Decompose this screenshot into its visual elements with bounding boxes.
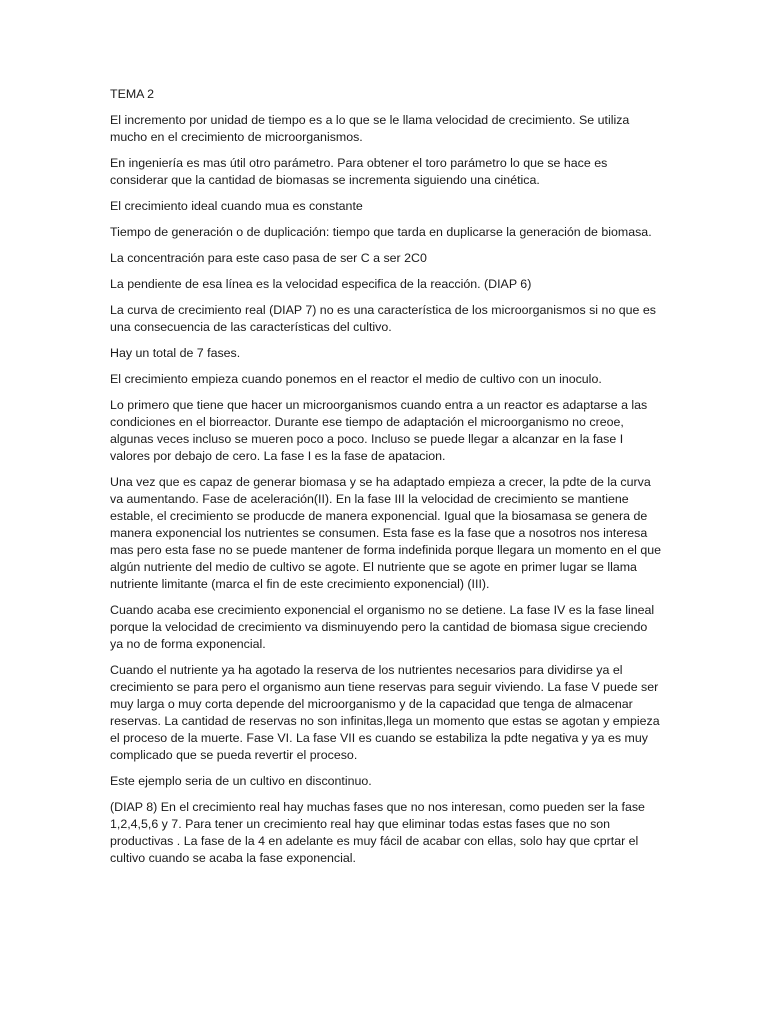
paragraph: El crecimiento ideal cuando mua es constante xyxy=(110,199,363,213)
paragraph: Cuando el nutriente ya ha agotado la reserva de los nutrientes necesarios para dividirse ya el crecimiento se para pero el organismo aun tiene reservas para seguir viviendo. La fase V puede ser muy larga o muy corta depende del microorganismo y de la capacidad que tenga de almacenar reservas. La cantidad de reservas no son infinitas,llega un momento que estas se agotan y empieza el proceso de la muerte. Fase VI. La fase VII es cuando se estabiliza la pdte negativa y ya es muy complicado que se pueda revertir el proceso. xyxy=(110,663,660,762)
document-title: TEMA 2 xyxy=(110,87,155,101)
paragraph: El incremento por unidad de tiempo es a lo que se le llama velocidad de crecimiento. Se utiliza mucho en el crecimiento de microorganismos. xyxy=(110,113,630,144)
paragraph: El crecimiento empieza cuando ponemos en el reactor el medio de cultivo con un inoculo. xyxy=(110,372,602,386)
paragraph: Tiempo de generación o de duplicación: tiempo que tarda en duplicarse la generación de biomasa. xyxy=(110,225,652,239)
paragraph: Una vez que es capaz de generar biomasa y se ha adaptado empieza a crecer, la pdte de la curva va aumentando. Fase de aceleración(II). En la fase III la velocidad de crecimiento se mantiene estable, el crecimiento se producde de manera exponencial. Igual que la biosamasa se genera de manera exponencial los nutrientes se consumen. Esta fase es la fase que a nosotros nos interesa mas pero esta fase no se puede mantener de forma indefinida porque llegara un momento en el que algún nutriente del medio de cultivo se agote. El nutriente que se agote en primer lugar se llama nutriente limitante (marca el fin de este crecimiento exponencial) (III). xyxy=(110,475,662,591)
paragraph: La concentración para este caso pasa de ser C a ser 2C0 xyxy=(110,251,427,265)
document-page xyxy=(110,86,662,876)
paragraph: Este ejemplo seria de un cultivo en discontinuo. xyxy=(110,774,372,788)
paragraph: La curva de crecimiento real (DIAP 7) no es una característica de los microorganismos si no que es una consecuencia de las características del cultivo. xyxy=(110,303,656,334)
paragraph: En ingeniería es mas útil otro parámetro. Para obtener el toro parámetro lo que se hace es considerar que la cantidad de biomasas se incrementa siguiendo una cinética. xyxy=(110,156,608,187)
paragraph: (DIAP 8) En el crecimiento real hay muchas fases que no nos interesan, como pueden ser la fase 1,2,4,5,6 y 7. Para tener un crecimiento real hay que eliminar todas estas fases que no son productivas . La fase de la 4 en adelante es muy fácil de acabar con ellas, solo hay que cprtar el cultivo cuando se acaba la fase exponencial. xyxy=(110,800,645,865)
paragraph: Lo primero que tiene que hacer un microorganismos cuando entra a un reactor es adaptarse a las condiciones en el biorreactor. Durante ese tiempo de adaptación el microorganismo no creoe, algunas veces incluso se mueren poco a poco. Incluso se puede llegar a alcanzar en la fase I valores por debajo de cero. La fase I es la fase de apatacion. xyxy=(110,398,648,463)
paragraph: Cuando acaba ese crecimiento exponencial el organismo no se detiene. La fase IV es la fase lineal porque la velocidad de crecimiento va disminuyendo pero la cantidad de biomasa sigue creciendo ya no de forma exponencial. xyxy=(110,603,655,651)
paragraph: La pendiente de esa línea es la velocidad especifica de la reacción. (DIAP 6) xyxy=(110,277,532,291)
paragraph: Hay un total de 7 fases. xyxy=(110,346,241,360)
